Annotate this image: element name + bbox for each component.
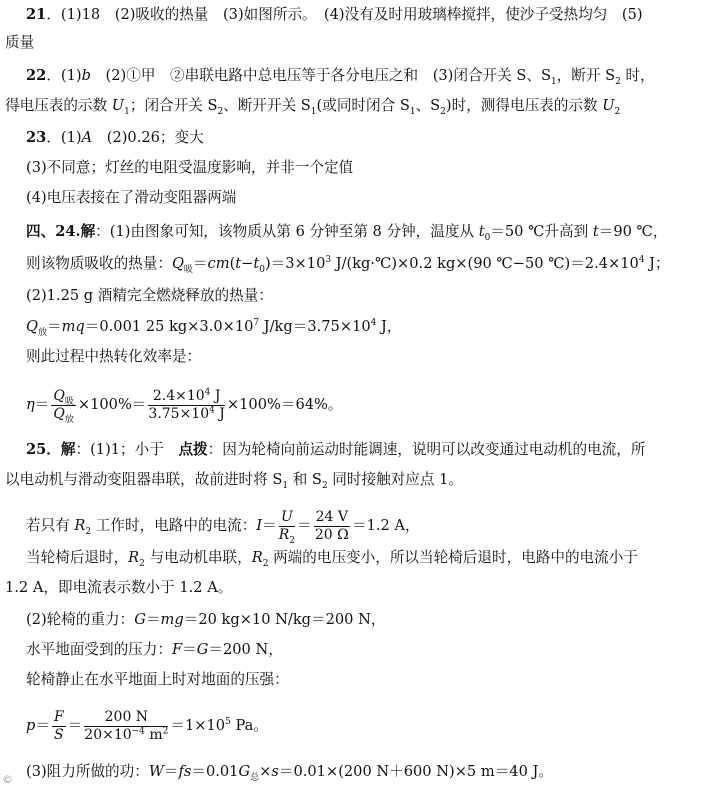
q25-pressure-formula: p＝ $\frac{F}{S}$ ＝ $\frac{200 N}{20\times 10^{-4} m^2}$ $=1\times 10^5$ Pa。: [26, 708, 268, 743]
q25-line-6: (2)轮椅的重力：G＝mg＝20 kg×10 N/kg＝200 N，: [26, 611, 386, 628]
q24-line-4: $Q_放=mq=0.001$ 25 $kg\times 3.0\times 10^7$ $J/kg=3.75\times 10^4$ J，: [26, 318, 402, 338]
q25-line-8: 轮椅静止在水平地面上时对地面的压强：: [26, 671, 289, 688]
q24-line-1: 四、24.解：(1)由图象可知，该物质从第 6 分钟至第 8 分钟，温度从 $t_0=50$ ℃升高到 t＝90 ℃，: [26, 223, 668, 243]
fraction-f-over-s: $\frac{F}{S}$: [53, 708, 64, 743]
q23-line-1: 23．(1)A (2)0.26；变大: [26, 129, 204, 146]
q25-line-7: 水平地面受到的压力：F＝G＝200 N，: [26, 641, 283, 658]
q24-line-5: 则此过程中热转化效率是：: [26, 348, 202, 365]
q25-line-4: 当轮椅后退时，$R_2$ 与电动机串联，$R_2$ 两端的电压变小，所以当轮椅后退时，电路中的电流小于: [26, 549, 638, 569]
fraction-q-ratio: $\frac{Q_吸}{Q_放}$: [53, 387, 74, 425]
fraction-voltage-resistance: $\frac{24 V}{20 \Omega}$: [314, 508, 349, 543]
q23-number: 23: [26, 129, 47, 146]
q22-number: 22: [26, 67, 47, 84]
q25-line-5: 1.2 A，即电流表示数小于 1.2 A。: [5, 579, 233, 596]
fraction-energy-values: $\frac{2.4\times 10^4 J}{3.75\times 10^4 J}$: [148, 386, 225, 422]
q24-heading: 四、24.解: [26, 223, 96, 240]
q23-line-4: (4)电压表接在了滑动变阻器两端: [26, 189, 237, 206]
watermark: ©: [2, 773, 13, 786]
q24-efficiency-formula: η＝ $\frac{Q_吸}{Q_放}$ ×100%＝ $\frac{2.4\times 10^4 J}{3.75\times 10^4 J}$ ×100%＝64%。: [26, 386, 343, 425]
q21-line-1: 21．(1)18 (2)吸收的热量 (3)如图所示。 (4)没有及时用玻璃棒搅拌，使沙子受热均匀 (5): [26, 6, 643, 23]
q25-heading: 25．解: [26, 441, 76, 458]
q25-current-formula: 若只有 $R_2$ 工作时，电路中的电流：I＝ $\frac{U}{R_2}$ ＝ $\frac{24 V}{20 \Omega}$ ＝1.2 A，: [26, 508, 420, 546]
q24-line-2: 则该物质吸收的热量：$Q_吸=cm(t-t_0)=3\times 10^3$ J/(kg·℃)×0.2 kg×(90 ℃−50 $℃)=2.4\times 10^4$ J；: [26, 255, 670, 275]
q23-line-3: (3)不同意；灯丝的电阻受温度影响，并非一个定值: [26, 159, 354, 176]
q21-number: 21: [26, 6, 47, 23]
q22-line-1: 22．(1)b (2)①甲 ②串联电路中总电压等于各分电压之和 (3)闭合开关 S、$S_1$，断开 $S_2$ 时，: [26, 67, 655, 87]
q22-line-2: 得电压表的示数 $U_1$；闭合开关 $S_2$、断开开关 $S_1$(或同时闭合 $S_1$、$S_2$)时，测得电压表的示数 $U_2$: [5, 97, 621, 117]
q25-line-10: (3)阻力所做的功：$W=fs=0.01G_总\times s=0.01\times(200$ N＋600 N)×5 m＝40 J。: [26, 763, 553, 783]
fraction-pressure-values: $\frac{200 N}{20\times 10^{-4} m^2}$: [84, 708, 169, 743]
hint-label: 点拨: [178, 441, 208, 458]
fraction-u-over-r: $\frac{U}{R_2}$: [278, 508, 295, 546]
q25-line-2: 以电动机与滑动变阻器串联，故前进时将 $S_1$ 和 $S_2$ 同时接触对应点 1。: [5, 471, 463, 491]
q25-line-1: 25．解：(1)1；小于 点拨：因为轮椅向前运动时能调速，说明可以改变通过电动机的电流，所: [26, 441, 646, 458]
q21-line-2: 质量: [5, 34, 35, 51]
q21-answer: (1)18 (2)吸收的热量 (3)如图所示。 (4)没有及时用玻璃棒搅拌，使沙子受热均匀 (5): [60, 6, 643, 23]
q24-line-3: (2)1.25 g 酒精完全燃烧释放的热量：: [26, 287, 273, 304]
